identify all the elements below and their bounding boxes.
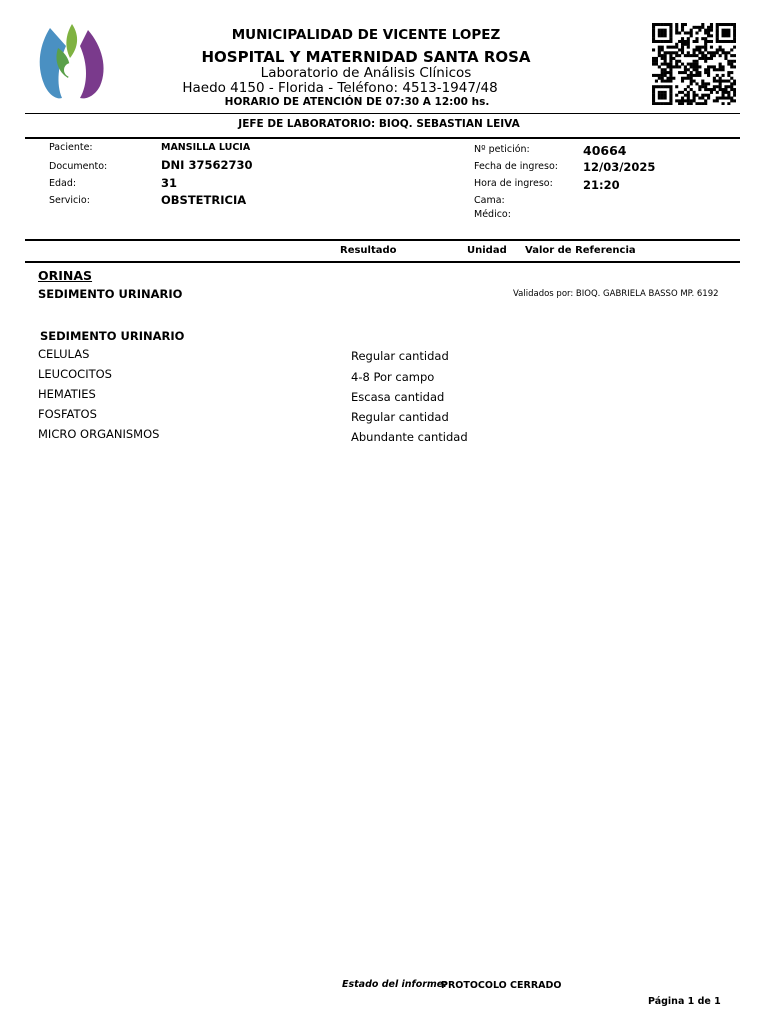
col-unidad: Unidad [467,245,507,256]
fecha-value: 12/03/2025 [583,160,656,174]
peticion-label: Nº petición: [474,144,530,155]
header-divider-bottom [25,137,740,139]
result-value-hematies: Escasa cantidad [351,390,445,404]
cama-label: Cama: [474,195,505,206]
result-name-leucocitos: LEUCOCITOS [38,367,112,381]
section-title: ORINAS [38,268,93,283]
medico-label: Médico: [474,209,511,220]
estado-label: Estado del informe: [342,979,448,990]
servicio-value: OBSTETRICIA [161,193,247,207]
lab-subtitle: Laboratorio de Análisis Clínicos [260,65,472,81]
paciente-label: Paciente: [49,142,93,153]
qr-code [652,23,736,105]
result-value-leucocitos: 4-8 Por campo [351,370,435,384]
lab-chief: JEFE DE LABORATORIO: BIOQ. SEBASTIAN LEIVA [238,118,520,130]
table-divider-top [25,239,740,241]
group-title: SEDIMENTO URINARIO [40,329,185,343]
fecha-label: Fecha de ingreso: [474,161,558,172]
address-line: Haedo 4150 - Florida - Teléfono: 4513-1947/48 [182,80,498,96]
table-divider-bottom [25,261,740,263]
col-resultado: Resultado [340,245,397,256]
result-name-celulas: CELULAS [38,347,90,361]
result-name-fosfatos: FOSFATOS [38,407,97,421]
estado-value: PROTOCOLO CERRADO [441,980,562,991]
section-subtitle: SEDIMENTO URINARIO [38,287,183,301]
documento-value: DNI 37562730 [161,158,253,172]
header-divider-top [25,113,740,114]
edad-value: 31 [161,176,178,190]
hora-value: 21:20 [583,178,620,192]
peticion-value: 40664 [583,143,627,158]
page-number: Página 1 de 1 [648,996,721,1007]
paciente-value: MANSILLA LUCIA [161,142,251,153]
result-value-fosfatos: Regular cantidad [351,410,449,424]
result-value-celulas: Regular cantidad [351,349,449,363]
hours-line: HORARIO DE ATENCIÓN DE 07:30 A 12:00 hs. [224,96,490,108]
result-name-hematies: HEMATIES [38,387,96,401]
servicio-label: Servicio: [49,195,90,206]
municipality-title: MUNICIPALIDAD DE VICENTE LOPEZ [231,27,501,43]
documento-label: Documento: [49,161,108,172]
edad-label: Edad: [49,178,77,189]
validated-by: Validados por: BIOQ. GABRIELA BASSO MP. 6192 [513,289,719,299]
result-name-micro-organismos: MICRO ORGANISMOS [38,427,160,441]
hospital-logo [36,24,108,102]
hospital-title: HOSPITAL Y MATERNIDAD SANTA ROSA [201,48,531,66]
result-value-micro-organismos: Abundante cantidad [351,430,468,444]
col-referencia: Valor de Referencia [525,245,636,256]
hora-label: Hora de ingreso: [474,178,553,189]
